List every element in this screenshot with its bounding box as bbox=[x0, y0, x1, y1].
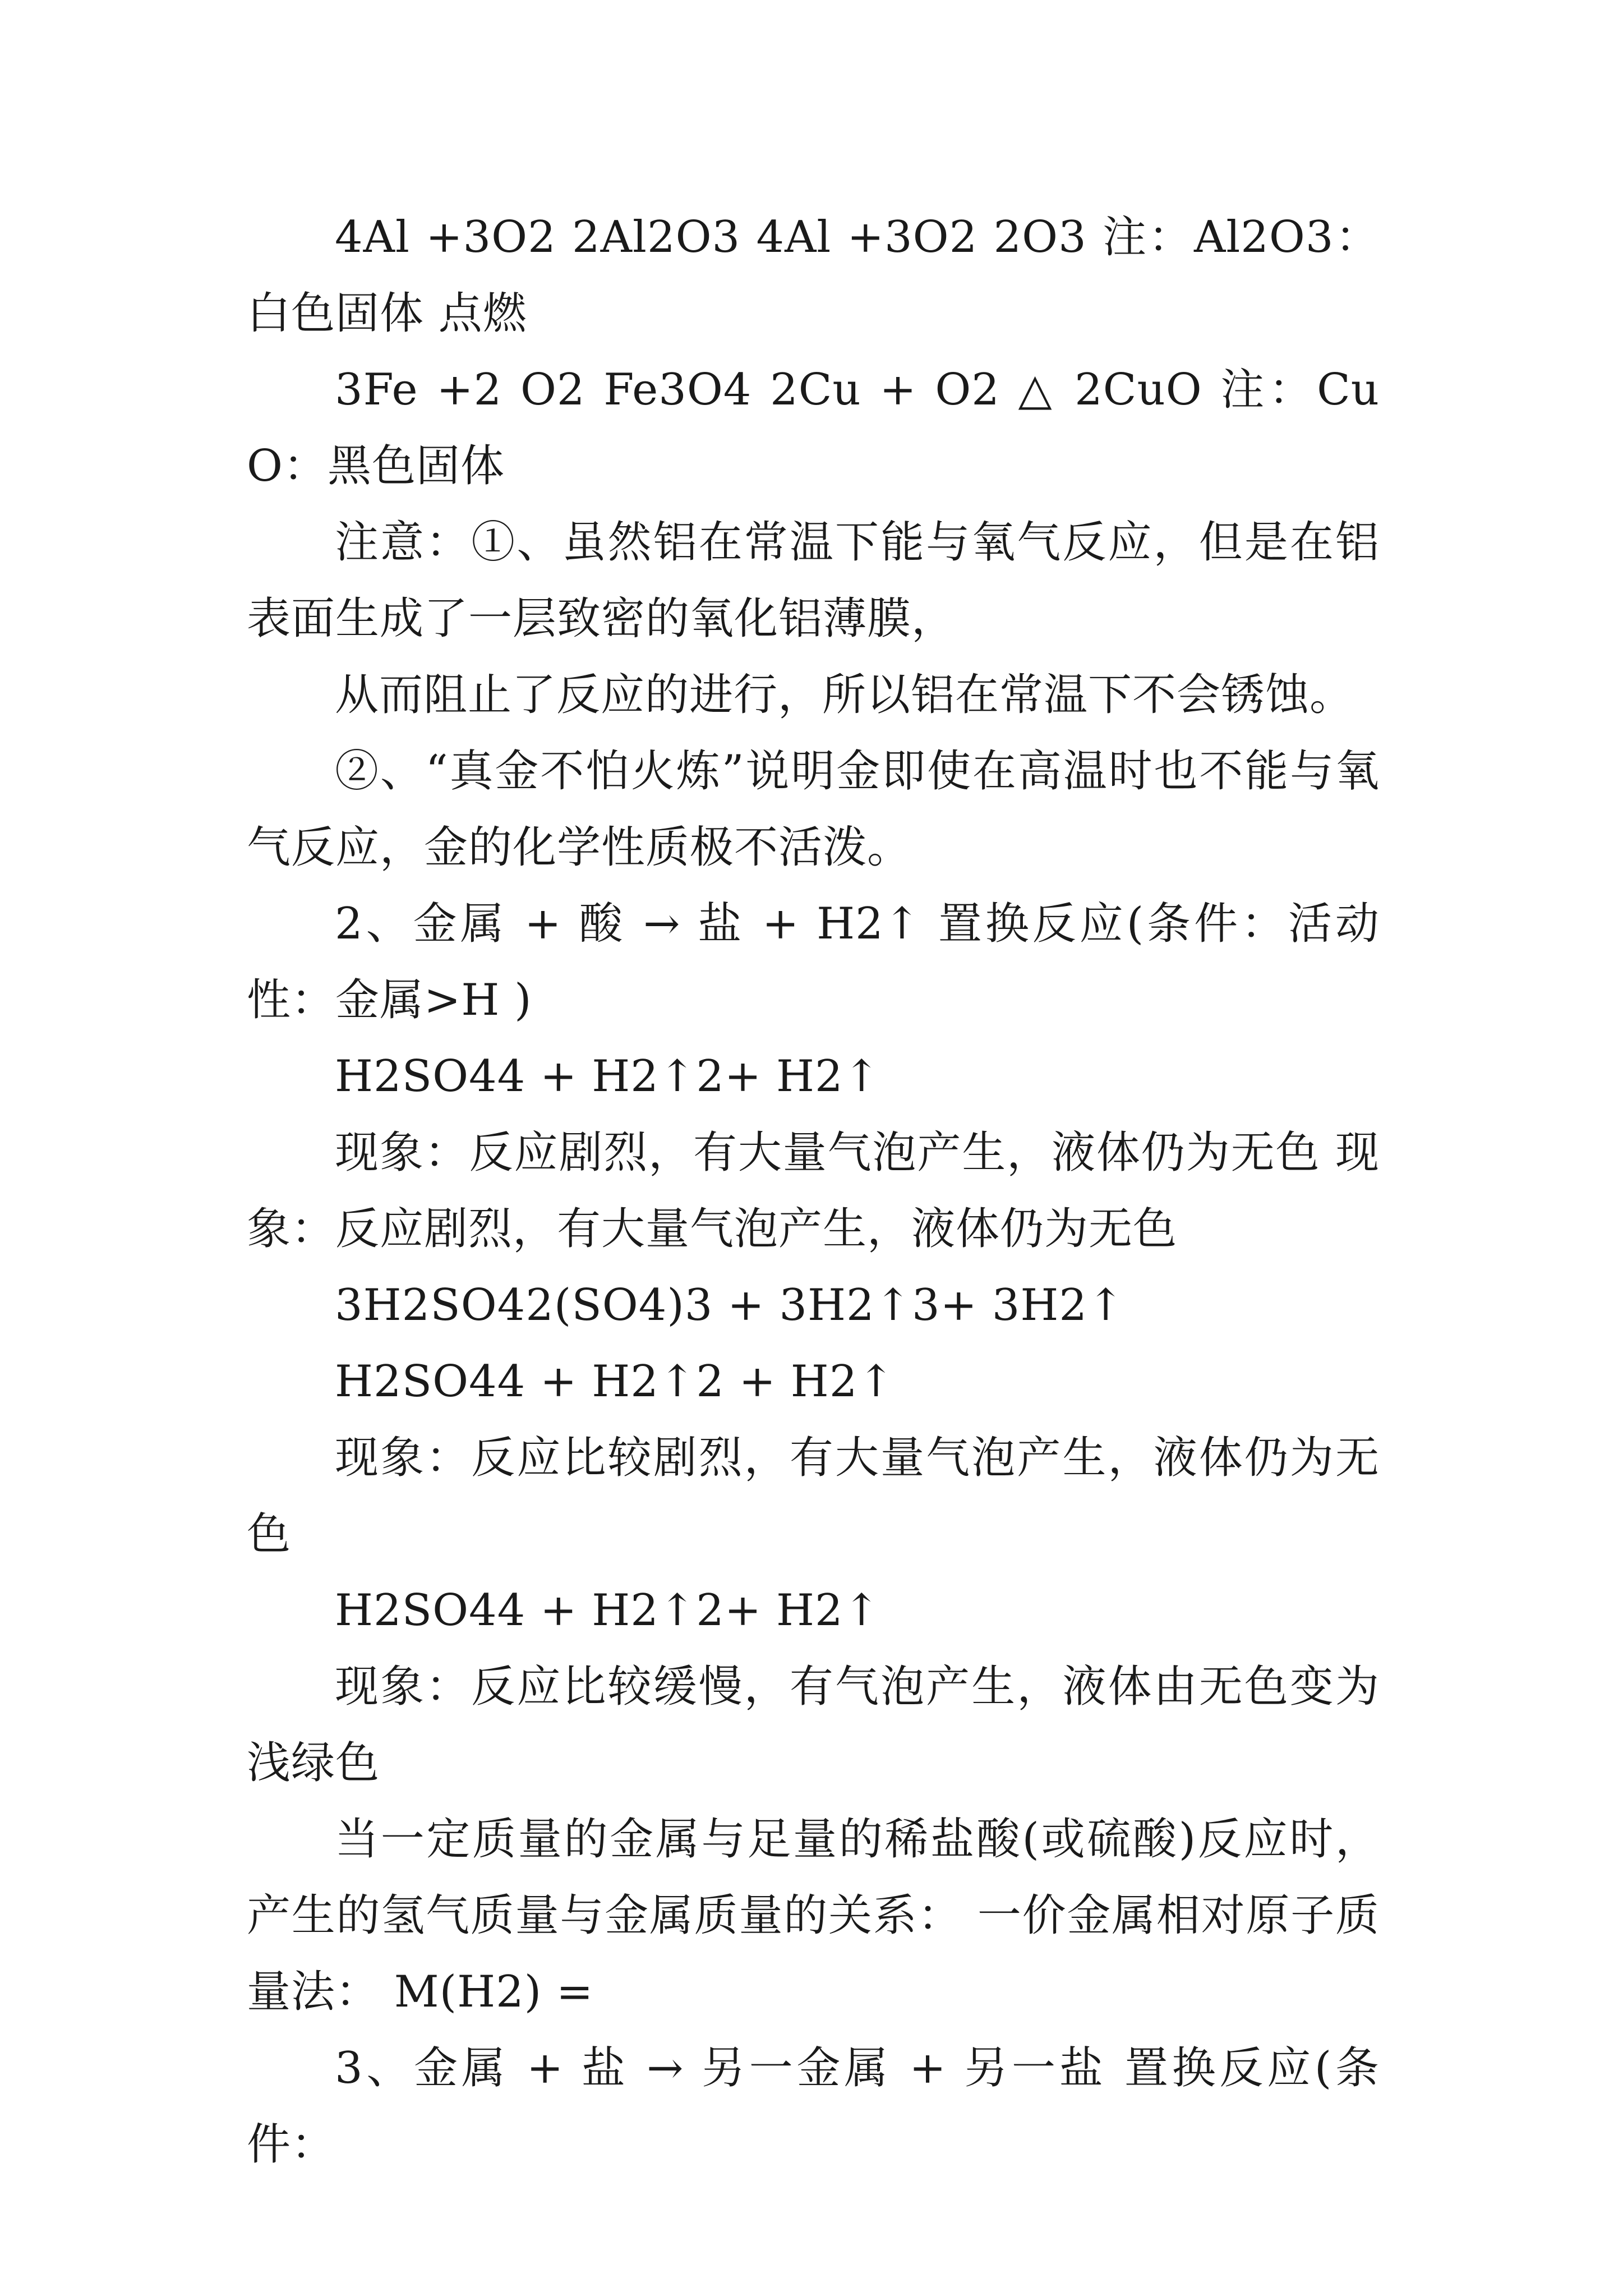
paragraph-hydrogen-mass-relation: 当一定质量的金属与足量的稀盐酸(或硫酸)反应时，产生的氢气质量与金属质量的关系： 一价金属相对原子质量法： M(H2) = bbox=[247, 1814, 1380, 2017]
paragraph-equation-1: H2SO44 + H2↑2+ H2↑ bbox=[335, 1051, 881, 1102]
paragraph-equation-2: 3H2SO42(SO4)3 + 3H2↑3+ 3H2↑ bbox=[335, 1280, 1125, 1331]
paragraph-phenomenon-2: 现象：反应比较剧烈，有大量气泡产生，液体仍为无色 bbox=[247, 1433, 1380, 1559]
paragraph-equation-3: H2SO44 + H2↑2 + H2↑ bbox=[335, 1356, 895, 1407]
paragraph-metal-salt-heading: 3、金属 + 盐 → 另一金属 + 另一盐 置换反应(条件： bbox=[247, 2043, 1380, 2170]
paragraph-aluminum-oxygen: 4Al +3O2 2Al2O3 4Al +3O2 2O3 注：Al2O3：白色固体 点燃 bbox=[247, 212, 1380, 339]
paragraph-phenomenon-3: 现象：反应比较缓慢，有气泡产生，液体由无色变为浅绿色 bbox=[247, 1662, 1380, 1788]
paragraph-note-aluminum-cont: 从而阻止了反应的进行，所以铝在常温下不会锈蚀。 bbox=[335, 670, 1354, 720]
paragraph-equation-4: H2SO44 + H2↑2+ H2↑ bbox=[335, 1585, 881, 1636]
paragraph-note-aluminum: 注意：①、虽然铝在常温下能与氧气反应，但是在铝表面生成了一层致密的氧化铝薄膜， bbox=[247, 517, 1380, 644]
paragraph-phenomenon-1: 现象：反应剧烈，有大量气泡产生，液体仍为无色 现象：反应剧烈，有大量气泡产生，液体仍为无色 bbox=[247, 1128, 1380, 1254]
document-body bbox=[247, 199, 1380, 2183]
paragraph-note-gold: ②、“真金不怕火炼”说明金即使在高温时也不能与氧气反应，金的化学性质极不活泼。 bbox=[247, 746, 1380, 873]
paragraph-iron-copper-oxygen: 3Fe +2 O2 Fe3O4 2Cu + O2 △ 2CuO 注：CuO：黑色固体 bbox=[247, 365, 1380, 491]
paragraph-metal-acid-heading: 2、金属 + 酸 → 盐 + H2↑ 置换反应(条件：活动性：金属>H ) bbox=[247, 899, 1380, 1025]
